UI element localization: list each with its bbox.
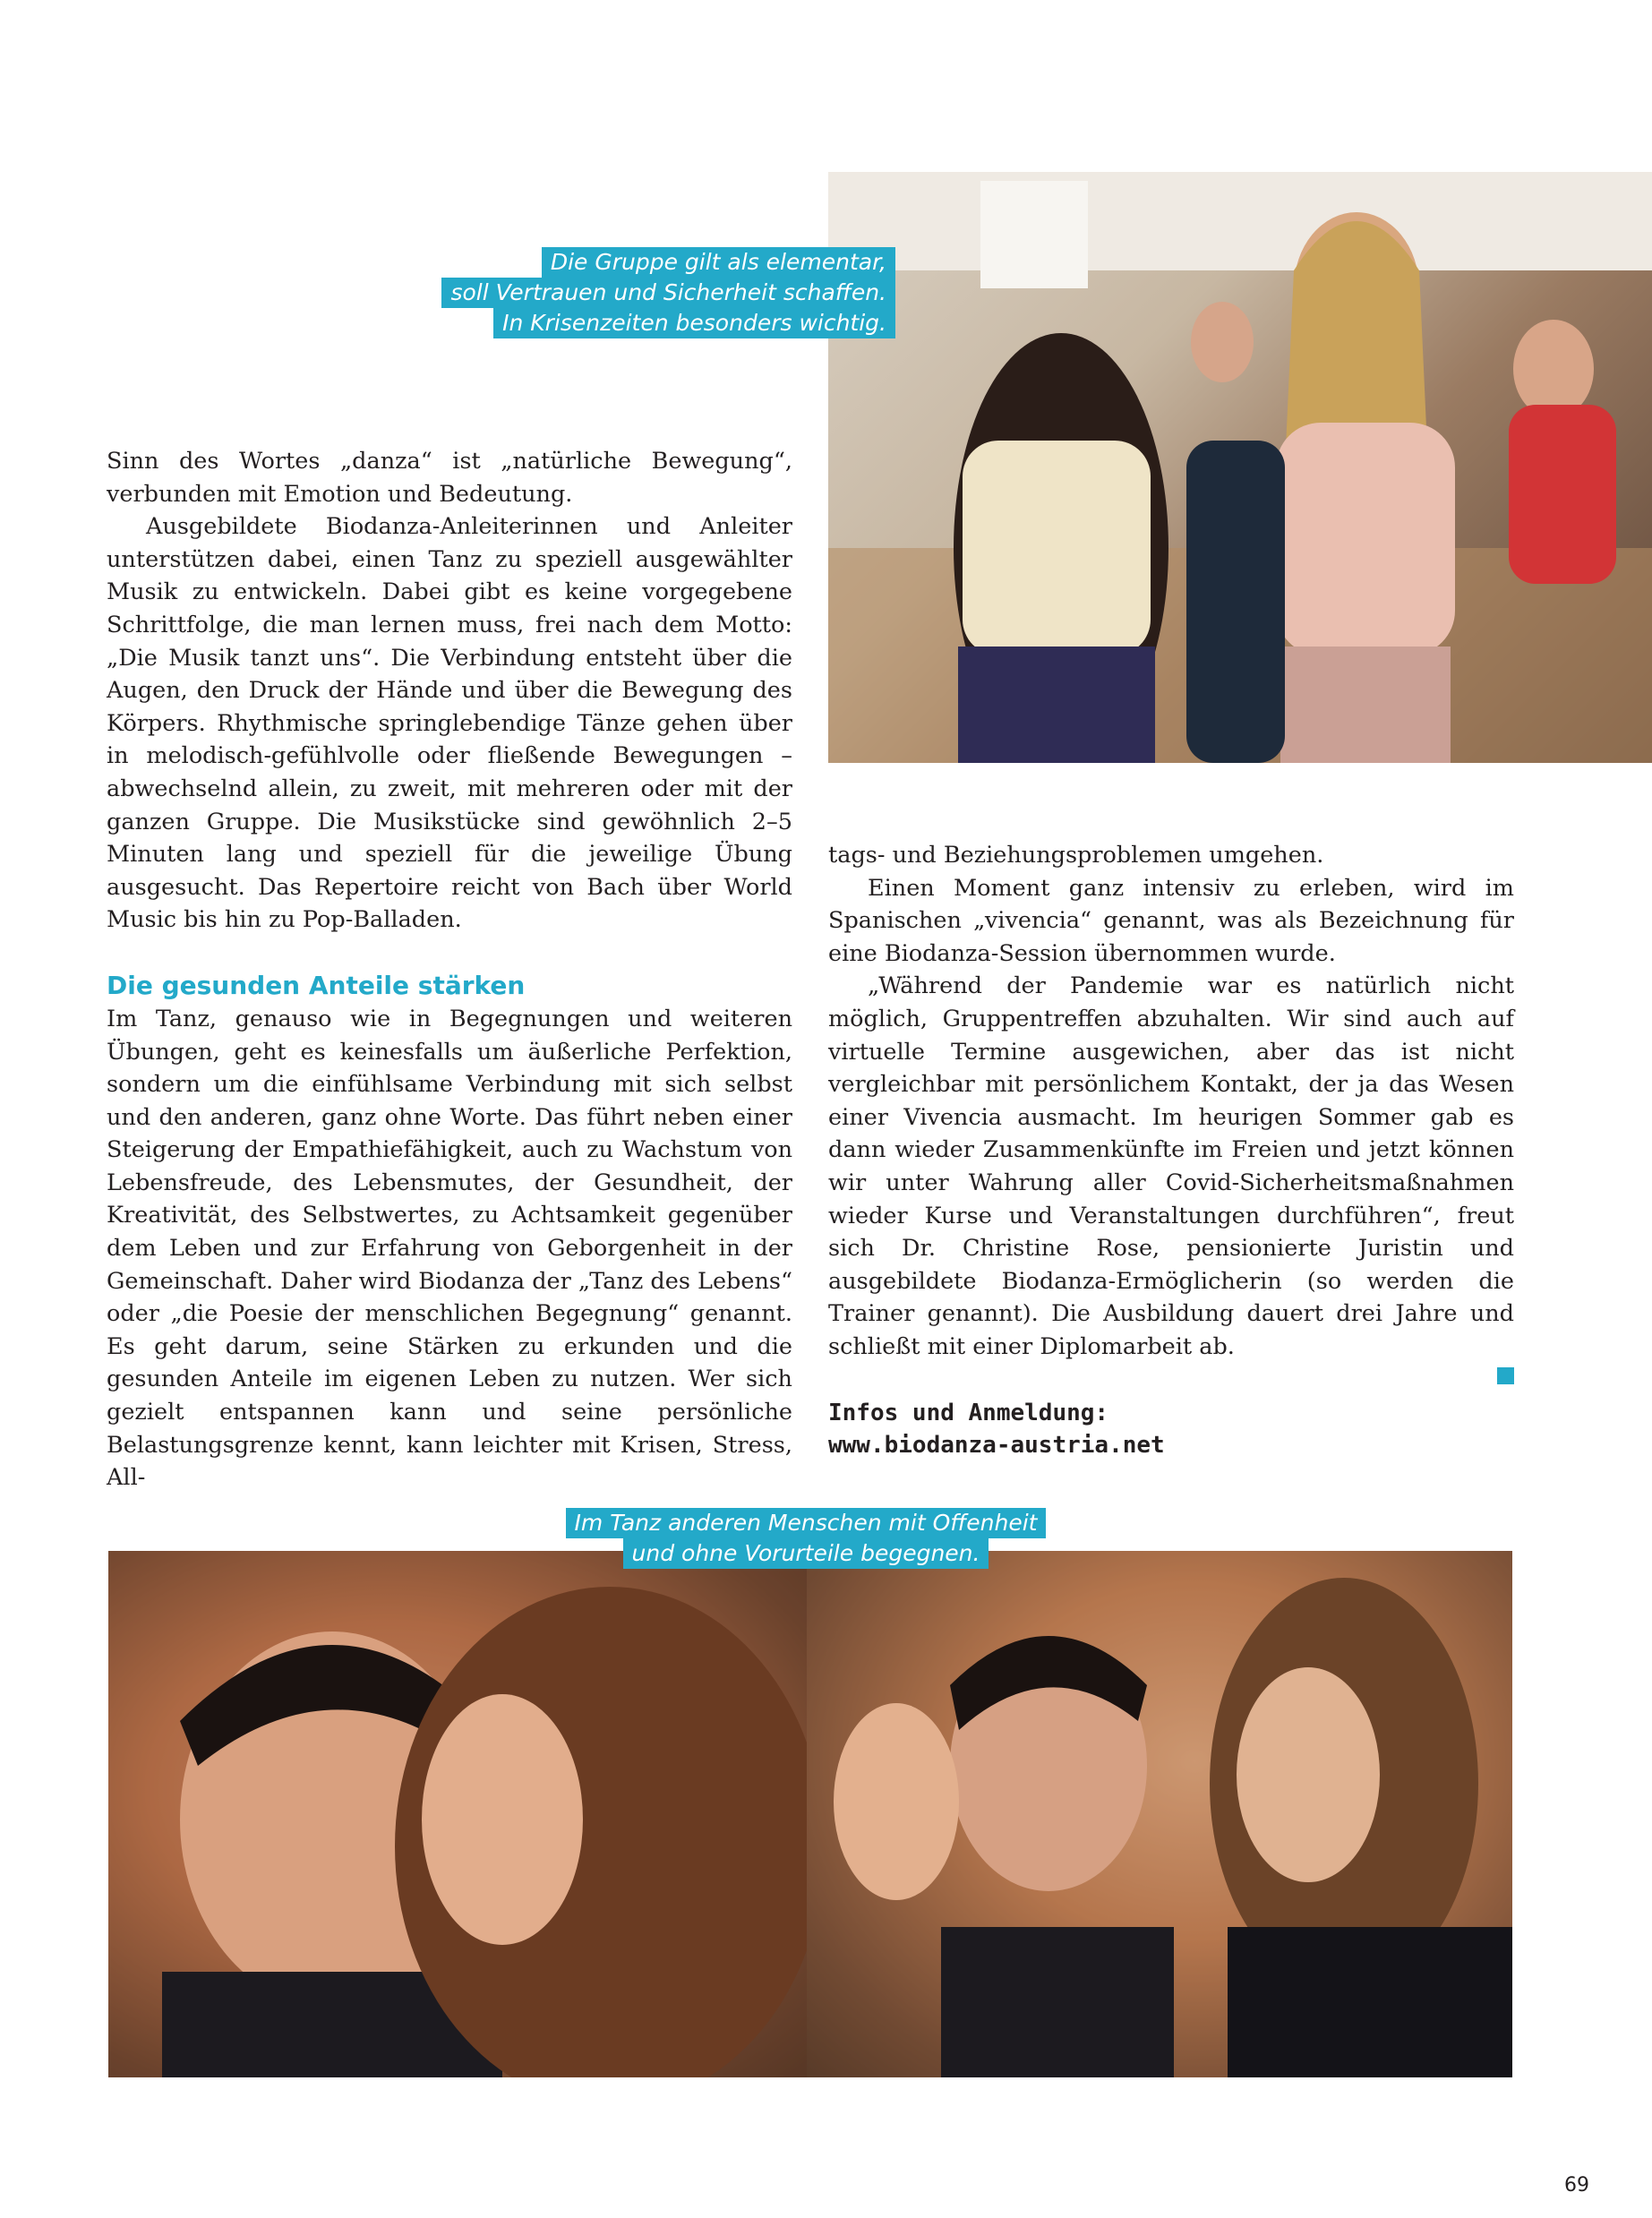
photo-group-dancing: [828, 172, 1652, 763]
paragraph: Im Tanz, genauso wie in Begegnungen und weiteren Übungen, geht es keinesfalls um äußerliche Perfektion, sondern um die einfühlsame Verbindung mit sich selbst und den anderen, ganz ohne Worte. Das führt neben einer Steigerung der Empathiefähigkeit, auch zu Wachstum von Lebensfreude, des Lebensmutes, der Gesundheit, der Kreativität, des Selbstwertes, zu Achtsamkeit gegenüber dem Leben und zur Erfahrung von Geborgenheit in der Gemeinschaft. Daher wird Biodanza der „Tanz des Lebens“ oder „die Poesie der menschlichen Begegnung“ genannt. Es geht darum, seine Stärken zu erkunden und die gesunden Anteile im eigenen Leben zu nutzen. Wer sich gezielt entspannen kann und seine persönliche Belastungsgrenze kennt, kann leichter mit Krisen, Stress, All-: [107, 1005, 792, 1492]
caption-top-line-1: Die Gruppe gilt als elementar,: [542, 247, 895, 278]
photo-women-dancing-right: [807, 1551, 1512, 2077]
article-column-right: [828, 839, 1514, 1461]
page-number: 69: [1564, 2174, 1589, 2197]
paragraph: tags- und Beziehungsproblemen umgehen.: [828, 842, 1324, 869]
photo-women-dancing-right-illustration: [807, 1551, 1512, 2077]
paragraph: Einen Moment ganz intensiv zu erleben, wird im Spanischen „vivencia“ genannt, was als Bezeichnung für eine Biodanza-Session übernommen wurde.: [828, 874, 1514, 967]
info-label: Infos und Anmeldung:: [828, 1399, 1109, 1426]
article-column-left: [107, 445, 792, 1494]
paragraph: Sinn des Wortes „danza“ ist „natürliche Bewegung“, verbunden mit Emotion und Bedeutung.: [107, 448, 792, 508]
photo-woman-hands-left: [108, 1551, 807, 2077]
caption-top-line-2: soll Vertrauen und Sicherheit schaffen.: [441, 278, 895, 308]
caption-bottom-line-2: und ohne Vorurteile begegnen.: [623, 1538, 989, 1569]
photo-group-dancing-illustration: [828, 172, 1652, 763]
article-end-square-icon: [1497, 1367, 1514, 1384]
caption-top-line-3: In Krisenzeiten besonders wichtig.: [493, 308, 895, 338]
caption-bottom-photos: [501, 1508, 1110, 1569]
photo-woman-hands-left-illustration: [108, 1551, 807, 2077]
paragraph: Ausgebildete Biodanza-Anleiterinnen und Anleiter unterstützen dabei, einen Tanz zu speziell ausgewählter Musik zu entwickeln. Dabei gibt es keine vorgegebene Schrittfolge, die man lernen muss, frei nach dem Motto: „Die Musik tanzt uns“. Die Verbindung entsteht über die Augen, den Druck der Hände und über die Bewegung des Körpers. Rhythmische springlebendige Tänze gehen über in melodisch-gefühlvolle oder fließende Bewegungen – abwechselnd allein, zu zweit, mit mehreren oder mit der ganzen Gruppe. Die Musikstücke sind gewöhnlich 2–5 Minuten lang und speziell für die jeweilige Übung ausgesucht. Das Repertoire reicht von Bach über World Music bis hin zu Pop-Balladen.: [107, 513, 792, 934]
info-url-link[interactable]: www.biodanza-austria.net: [828, 1431, 1165, 1459]
paragraph: „Während der Pandemie war es natürlich nicht möglich, Gruppentreffen abzuhalten. Wir sind auch auf virtuelle Termine ausgewichen, aber das ist nicht vergleichbar mit persönlichem Kontakt, der ja das Wesen einer Vivencia ausmacht. Im heurigen Sommer gab es dann wieder Zusammenkünfte im Freien und jetzt können wir unter Wahrung aller Covid-Sicherheitsmaßnahmen wieder Kurse und Veranstaltungen durchführen“, freut sich Dr. Christine Rose, pensionierte Juristin und ausgebildete Biodanza-Ermöglicherin (so werden die Trainer genannt). Die Ausbildung dauert drei Jahre und schließt mit einer Diplomarbeit ab.: [828, 972, 1514, 1360]
section-heading: Die gesunden Anteile stärken: [107, 970, 526, 1000]
caption-top-photo: [394, 247, 895, 338]
caption-bottom-line-1: Im Tanz anderen Menschen mit Offenheit: [566, 1508, 1047, 1538]
